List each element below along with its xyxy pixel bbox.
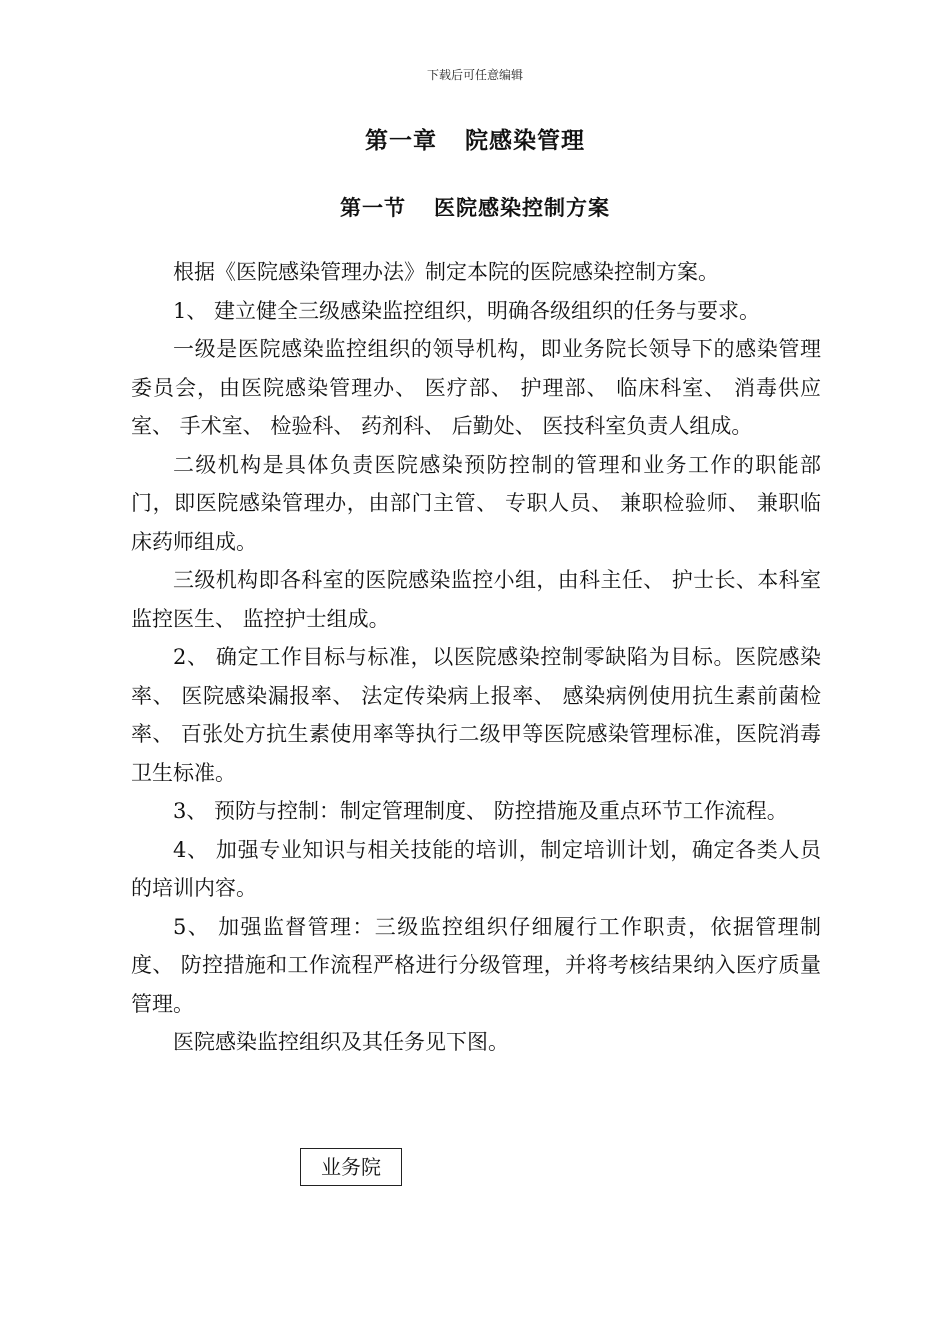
section-number: 第一节 [340,195,406,220]
paragraph: 一级是医院感染监控组织的领导机构，即业务院长领导下的感染管理委员会，由医院感染管理办、 医疗部、 护理部、 临床科室、 消毒供应室、 手术室、 检验科、 药剂科、 后勤处、 医技科室负责人组成。 [131,337,821,438]
org-chart-top-box: 业务院 [300,1148,402,1186]
section-title [0,192,950,222]
section-name: 医院感染控制方案 [434,195,610,220]
paragraph: 医院感染监控组织及其任务见下图。 [173,1030,509,1054]
paragraph: 根据《医院感染管理办法》制定本院的医院感染控制方案。 [173,260,719,284]
paragraph: 5、 加强监督管理：三级监控组织仔细履行工作职责，依据管理制度、 防控措施和工作流程严格进行分级管理，并将考核结果纳入医疗质量管理。 [131,914,821,1016]
paragraph: 4、 加强专业知识与相关技能的培训，制定培训计划，确定各类人员的培训内容。 [131,837,821,900]
chapter-name: 院感染管理 [465,127,585,154]
chapter-title [0,122,950,155]
document-body [131,253,821,1062]
paragraph: 1、 建立健全三级感染监控组织，明确各级组织的任务与要求。 [173,298,761,323]
header-note: 下载后可任意编辑 [426,68,523,82]
paragraph: 三级机构即各科室的医院感染监控小组，由科主任、 护士长、本科室监控医生、 监控护士组成。 [131,568,821,631]
paragraph: 二级机构是具体负责医院感染预防控制的管理和业务工作的职能部门，即医院感染管理办，由部门主管、 专职人员、 兼职检验师、 兼职临床药师组成。 [131,452,821,554]
paragraph: 2、 确定工作目标与标准，以医院感染控制零缺陷为目标。医院感染率、 医院感染漏报率、 法定传染病上报率、 感染病例使用抗生素前菌检率、 百张处方抗生素使用率等执行二级甲等医院感染管理标准，医院消毒卫生标准。 [131,645,821,785]
paragraph: 3、 预防与控制：制定管理制度、 防控措施及重点环节工作流程。 [173,799,788,823]
chapter-number: 第一章 [365,127,437,154]
